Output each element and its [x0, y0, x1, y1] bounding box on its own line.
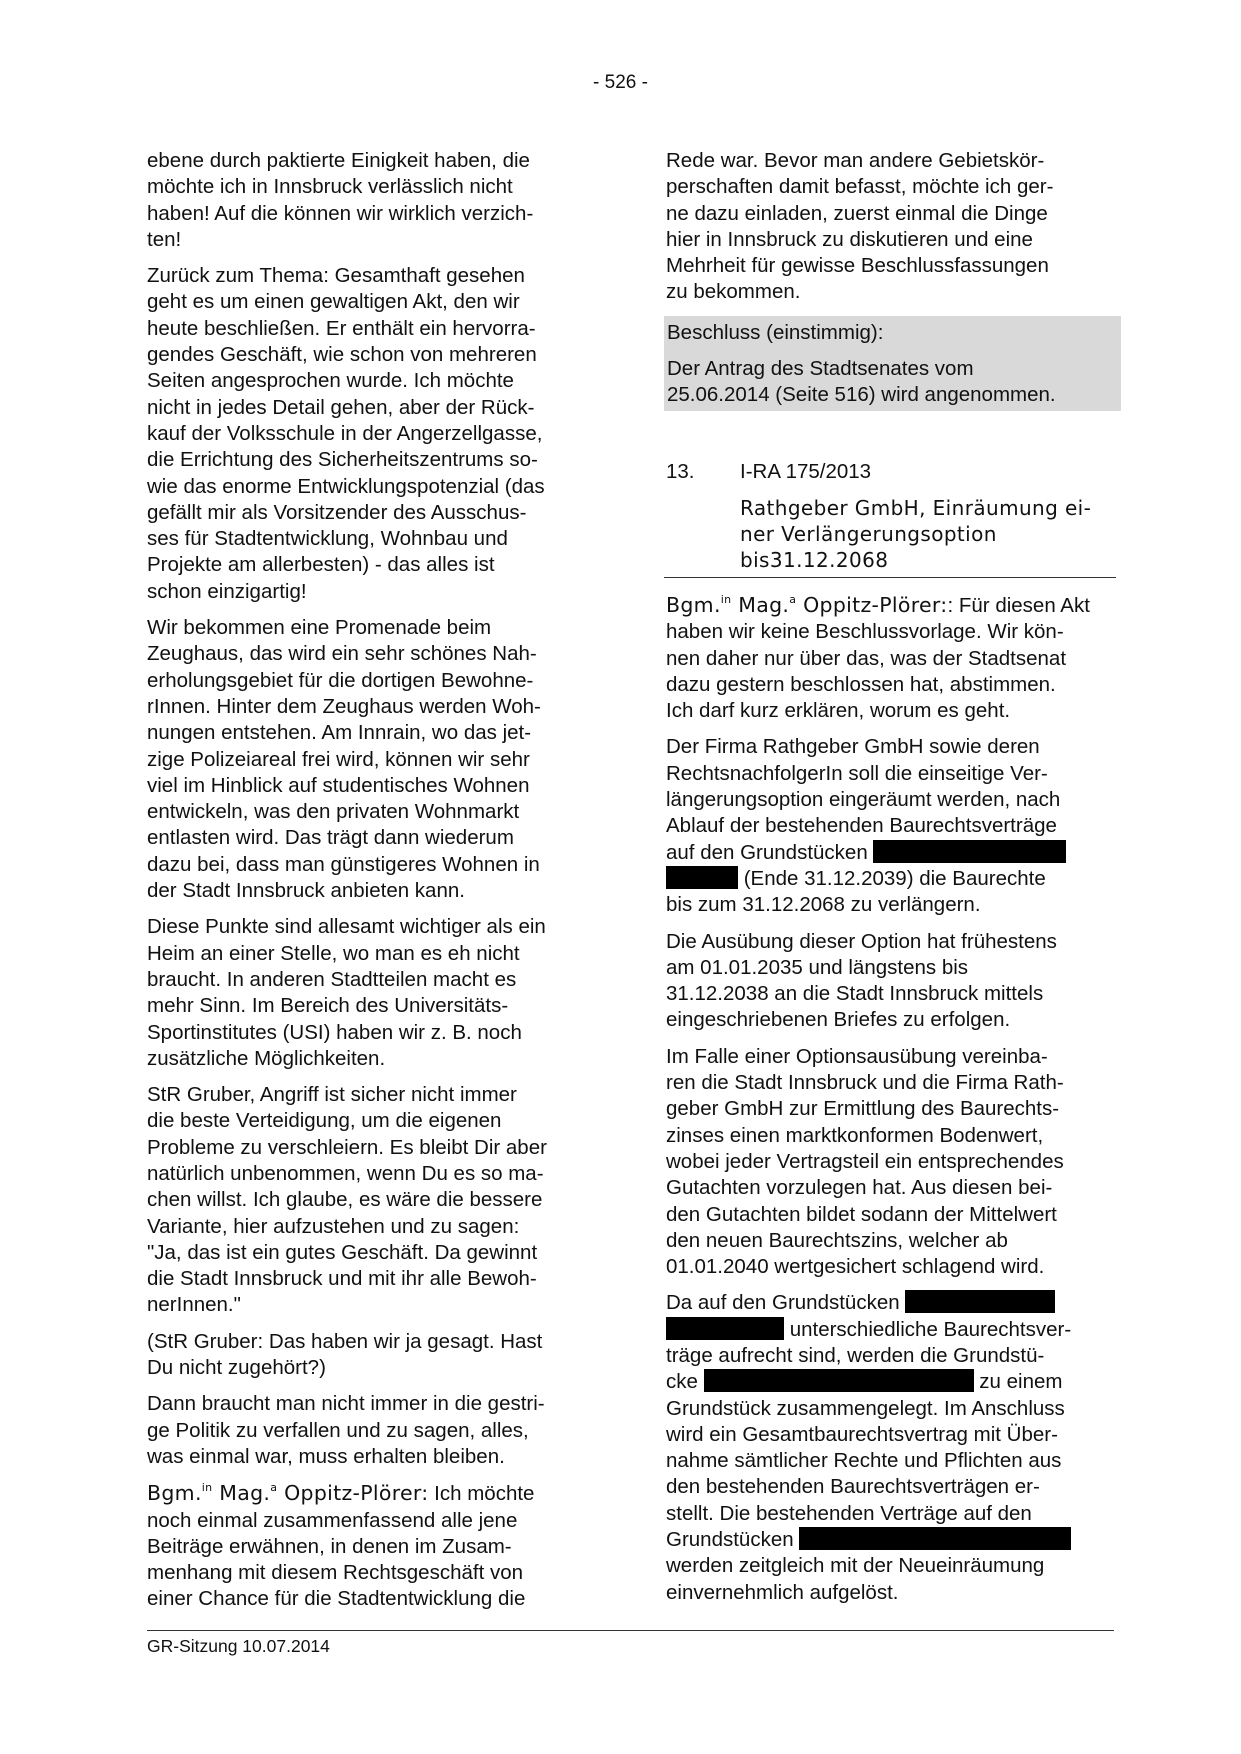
- agenda-item-body: [740, 459, 1116, 573]
- text-line: ten!: [147, 227, 182, 251]
- text-line: "Ja, das ist ein gutes Geschäft. Da gewinnt: [147, 1240, 538, 1264]
- text-line: heute beschließen. Er enthält ein hervorra-: [147, 316, 536, 340]
- footer-session: GR-Sitzung 10.07.2014: [147, 1636, 330, 1656]
- text-line: 01.01.2040 wertgesichert schlagend wird.: [666, 1255, 1045, 1279]
- text-line: erholungsgebiet für die dortigen Bewohne-: [147, 668, 534, 692]
- redaction-block: [666, 1317, 784, 1340]
- text-line: noch einmal zusammenfassend alle jene: [147, 1508, 518, 1532]
- text-line: natürlich unbenommen, wenn Du es so ma-: [147, 1161, 544, 1185]
- text-line: Rathgeber GmbH, Einräumung ei-: [740, 495, 1092, 520]
- text-line: zinses einen marktkonformen Bodenwert,: [666, 1123, 1044, 1147]
- right-column: [666, 148, 1116, 1616]
- text-line: mehr Sinn. Im Bereich des Universitäts-: [147, 994, 509, 1018]
- paragraph: [147, 1329, 593, 1382]
- text-line: den bestehenden Baurechtsverträgen er-: [666, 1475, 1040, 1499]
- speaker-paragraph-left: [147, 1480, 593, 1612]
- paragraph: [147, 1391, 593, 1470]
- text-line: schon einzigartig!: [147, 579, 307, 603]
- text-line: menhang mit diesem Rechtsgeschäft von: [147, 1561, 524, 1585]
- text-line: entwickeln, was den privaten Wohnmarkt: [147, 800, 520, 824]
- text-line: am 01.01.2035 und längstens bis: [666, 955, 969, 979]
- speaker-paragraph-right: [666, 592, 1116, 724]
- text-line: Probleme zu verschleiern. Es bleibt Dir aber: [147, 1135, 547, 1159]
- text-line: ses für Stadtentwicklung, Wohnbau und: [147, 527, 508, 551]
- text-line: Ablauf der bestehenden Baurechtsverträge: [666, 814, 1057, 838]
- text-line: den neuen Baurechtszins, welcher ab: [666, 1228, 1008, 1252]
- left-paragraphs: [147, 148, 593, 1470]
- paragraph: [147, 263, 593, 605]
- right-top-paragraph: [666, 148, 1116, 306]
- speaker-sup-a: a: [270, 1481, 278, 1495]
- left-column: [147, 148, 593, 1623]
- text-line: werden zeitgleich mit der Neueinräumung: [666, 1554, 1045, 1578]
- paragraph: [147, 914, 593, 1072]
- text-line: ebene durch paktierte Einigkeit haben, die: [147, 149, 530, 172]
- text-line: Gutachten vorzulegen hat. Aus diesen bei-: [666, 1176, 1053, 1200]
- text-line: rInnen. Hinter dem Zeughaus werden Woh-: [147, 694, 541, 718]
- text-line: gendes Geschäft, wie schon von mehreren: [147, 343, 537, 367]
- text-line: wie das enorme Entwicklungspotenzial (das: [147, 474, 545, 498]
- valuation-paragraph: [666, 1044, 1116, 1281]
- text-line: chen willst. Ich glaube, es wäre die bessere: [147, 1188, 543, 1212]
- page-number: - 526 -: [593, 72, 648, 93]
- text-line: eingeschriebenen Briefes zu erfolgen.: [666, 1008, 1011, 1032]
- text-line: wobei jeder Vertragsteil ein entsprechendes: [666, 1149, 1064, 1173]
- text-line: viel im Hinblick auf studentisches Wohnen: [147, 773, 530, 797]
- text-line: Sportinstitutes (USI) haben wir z. B. noch: [147, 1020, 522, 1044]
- text-line: braucht. In anderen Stadtteilen macht es: [147, 967, 517, 991]
- speaker-text-start: Ich möchte: [428, 1482, 535, 1506]
- text-line: Ich darf kurz erklären, worum es geht.: [666, 699, 1011, 723]
- text-line: die Errichtung des Sicherheitszentrums so-: [147, 448, 538, 472]
- text-line: Der Antrag des Stadtsenates vom: [667, 357, 974, 381]
- text-line: haben wir keine Beschlussvorlage. Wir kön-: [666, 620, 1064, 644]
- text-line: ne dazu einladen, zuerst einmal die Dinge: [666, 201, 1048, 225]
- merge-paragraph: Da auf den Grundstücken unterschiedliche Baurechtsver- träge aufrecht sind, werden die Grundstü- cke zu einem Grundstück zusammengelegt. Im Anschluss wird ein Gesamtbaurechtsvertrag mit Über- nahme sämtlicher Rechte und Pflichten aus den bestehenden Baurechtsverträgen er- stellt. Die bestehenden Verträge auf den Grundstücken werden zeitgleich mit der Neueinräumung einvernehmlich aufgelöst.: [666, 1290, 1116, 1606]
- text-line: nerInnen.": [147, 1293, 241, 1317]
- text-line: Im Falle einer Optionsausübung vereinba-: [666, 1044, 1048, 1068]
- text-line: Zeughaus, das wird ein sehr schönes Nah-: [147, 642, 537, 666]
- option-exercise-paragraph: [666, 929, 1116, 1034]
- paragraph: [147, 1082, 593, 1319]
- text-line: was einmal war, muss erhalten bleiben.: [147, 1444, 505, 1468]
- text-line: Grundstück zusammengelegt. Im Anschluss: [666, 1396, 1065, 1420]
- speaker-sup-in: in: [201, 1481, 213, 1495]
- text-line: dazu gestern beschlossen hat, abstimmen.: [666, 672, 1056, 696]
- text-line: nungen entstehen. Am Innrain, wo das jet-: [147, 721, 532, 745]
- speaker-prefix: Bgm.: [147, 1481, 202, 1506]
- agenda-item-rule: [664, 577, 1116, 578]
- text-line: Projekte am allerbesten) - das alles ist: [147, 553, 495, 577]
- text-line: 25.06.2014 (Seite 516) wird angenommen.: [667, 383, 1056, 407]
- agenda-item-number: 13.: [666, 459, 695, 483]
- text-line: kauf der Volksschule in der Angerzellgasse,: [147, 421, 543, 445]
- speaker-mid: Mag.: [212, 1481, 271, 1506]
- text-line: Beiträge erwähnen, in denen im Zusam-: [147, 1534, 512, 1558]
- text-line: dazu bei, dass man günstigeres Wohnen in: [147, 852, 540, 876]
- text-line: haben! Auf die können wir wirklich verzich-: [147, 201, 534, 225]
- redaction-block: [799, 1527, 1071, 1550]
- text-line: Mehrheit für gewisse Beschlussfassungen: [666, 254, 1049, 278]
- text-line: nahme sämtlicher Rechte und Pflichten aus: [666, 1449, 1062, 1473]
- speaker-text-rest-right: [666, 619, 1116, 724]
- paragraph: [147, 615, 593, 904]
- text-line: hier in Innsbruck zu diskutieren und eine: [666, 227, 1033, 251]
- redaction-block: [666, 866, 738, 889]
- text-line: einer Chance für die Stadtentwicklung die: [147, 1587, 526, 1611]
- text-line: 31.12.2038 an die Stadt Innsbruck mittels: [666, 982, 1044, 1006]
- speaker-name: Oppitz-Plörer:: [277, 1481, 429, 1506]
- text-line: Dann braucht man nicht immer in die gestri-: [147, 1392, 545, 1416]
- text-line: Diese Punkte sind allesamt wichtiger als ein: [147, 915, 546, 939]
- redaction-block: [704, 1369, 974, 1392]
- agenda-item-title: [740, 495, 1116, 573]
- speaker-line-right: Bgm.$^{in}$ Mag.$^a$ Oppitz-Plörer:: Für diesen Akt: [666, 592, 1090, 617]
- text-line: Variante, hier aufzustehen und zu sagen:: [147, 1214, 520, 1238]
- text-line: Der Firma Rathgeber GmbH sowie deren: [666, 735, 1040, 759]
- text-line: gefällt mir als Vorsitzender des Ausschus-: [147, 500, 527, 524]
- text-line: nen daher nur über das, was der Stadtsenat: [666, 646, 1067, 670]
- speaker-text-rest: [147, 1508, 593, 1613]
- text-line: zige Polizeiareal frei wird, können wir sehr: [147, 747, 530, 771]
- text-line: geber GmbH zur Ermittlung des Baurechts-: [666, 1097, 1060, 1121]
- text-line: RechtsnachfolgerIn soll die einseitige Ver-: [666, 761, 1048, 785]
- text-line: möchte ich in Innsbruck verlässlich nicht: [147, 175, 513, 199]
- text-line: den Gutachten bildet sodann der Mittelwert: [666, 1202, 1057, 1226]
- redaction-block: [873, 840, 1066, 863]
- text-line: die beste Verteidigung, um die eigenen: [147, 1109, 502, 1133]
- text-line: wird ein Gesamtbaurechtsvertrag mit Über-: [666, 1422, 1058, 1446]
- text-line: perschaften damit befasst, möchte ich ger-: [666, 175, 1054, 199]
- text-line: Seiten angesprochen wurde. Ich möchte: [147, 369, 514, 393]
- text-line: stellt. Die bestehenden Verträge auf den: [666, 1501, 1032, 1525]
- text-line: geht es um einen gewaltigen Akt, den wir: [147, 290, 520, 314]
- text-line: zusätzliche Möglichkeiten.: [147, 1046, 386, 1070]
- text-line: Die Ausübung dieser Option hat frühestens: [666, 929, 1057, 953]
- text-line: längerungsoption eingeräumt werden, nach: [666, 788, 1061, 812]
- speaker-line: [147, 1480, 593, 1507]
- text-line: Du nicht zugehört?): [147, 1356, 326, 1380]
- decision-heading: Beschluss (einstimmig):: [667, 320, 884, 344]
- text-line: Zurück zum Thema: Gesamthaft gesehen: [147, 264, 525, 288]
- paragraph: [147, 148, 593, 253]
- decision-text: [667, 356, 1117, 409]
- text-line: 31.12.2068: [769, 547, 889, 572]
- agenda-item-ref: I-RA 175/2013: [740, 459, 872, 483]
- redaction-block: [905, 1290, 1055, 1313]
- text-line: Wir bekommen eine Promenade beim: [147, 616, 492, 640]
- text-line: ren die Stadt Innsbruck und die Firma Rath-: [666, 1071, 1064, 1095]
- text-line: ner Verlängerungsoption bis: [740, 521, 997, 572]
- text-line: entlasten wird. Das trägt dann wiederum: [147, 826, 514, 850]
- agenda-item: [666, 459, 1116, 573]
- decision-box: [664, 316, 1121, 411]
- footer-rule: [147, 1630, 1114, 1631]
- text-line: StR Gruber, Angriff ist sicher nicht immer: [147, 1083, 517, 1107]
- text-line: (StR Gruber: Das haben wir ja gesagt. Hast: [147, 1329, 543, 1353]
- option-paragraph: Der Firma Rathgeber GmbH sowie deren RechtsnachfolgerIn soll die einseitige Ver- längerungsoption eingeräumt werden, nach Ablauf der bestehenden Baurechtsverträge auf den Grundstücken (Ende 31.12.2039) die Baurechte bis zum 31.12.2068 zu verlängern.: [666, 734, 1116, 918]
- text-line: nicht in jedes Detail gehen, aber der Rück-: [147, 395, 535, 419]
- text-line: der Stadt Innsbruck anbieten kann.: [147, 879, 465, 903]
- text-line: Rede war. Bevor man andere Gebietskör-: [666, 149, 1045, 172]
- text-line: die Stadt Innsbruck und mit ihr alle Bewoh-: [147, 1267, 537, 1291]
- text-line: einvernehmlich aufgelöst.: [666, 1580, 899, 1604]
- text-line: zu bekommen.: [666, 280, 801, 304]
- text-line: ge Politik zu verfallen und zu sagen, alles,: [147, 1418, 529, 1442]
- text-line: Heim an einer Stelle, wo man es eh nicht: [147, 941, 520, 965]
